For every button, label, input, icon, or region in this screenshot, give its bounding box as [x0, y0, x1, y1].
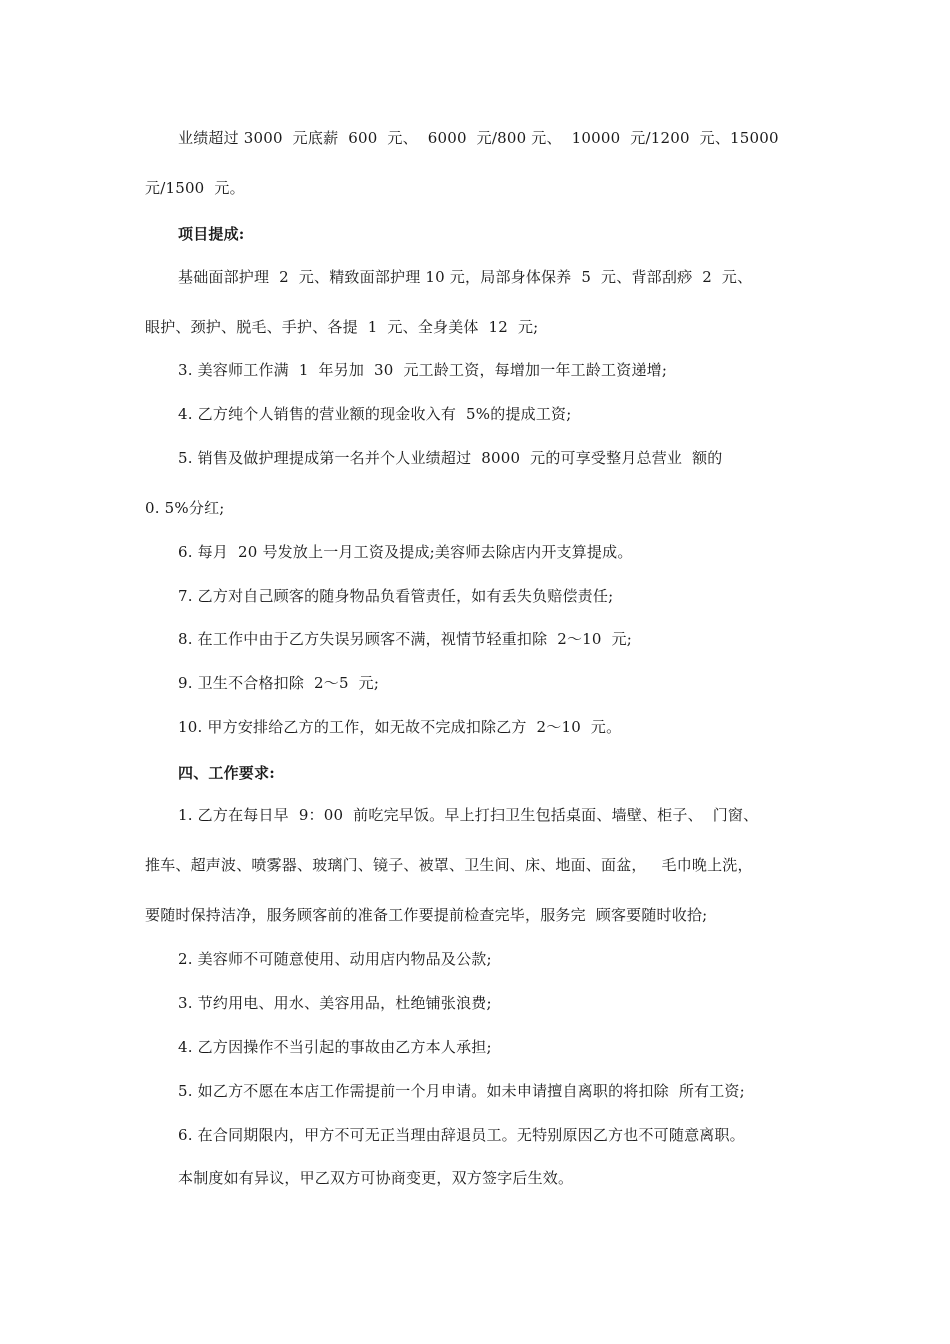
rule-3: 3. 美容师工作满 1 年另加 30 元工龄工资，每增加一年工龄工资递增;: [178, 361, 668, 379]
rule-5-line-1: 5. 销售及做护理提成第一名并个人业绩超过 8000 元的可享受整月总营业 额的: [178, 449, 723, 467]
rule-4: 4. 乙方纯个人销售的营业额的现金收入有 5%的提成工资;: [178, 405, 572, 423]
requirement-5: 5. 如乙方不愿在本店工作需提前一个月申请。如未申请擅自离职的将扣除 所有工资;: [178, 1082, 745, 1100]
rule-5-line-2: 0. 5%分红;: [145, 499, 225, 517]
requirement-3: 3. 节约用电、用水、美容用品，杜绝铺张浪费;: [178, 994, 492, 1012]
rule-9: 9. 卫生不合格扣除 2～5 元;: [178, 674, 380, 692]
salary-line-2: 元/1500 元。: [145, 179, 245, 197]
requirement-6: 6. 在合同期限内，甲方不可无正当理由辞退员工。无特别原因乙方也不可随意离职。: [178, 1126, 745, 1144]
rule-10: 10. 甲方安排给乙方的工作，如无故不完成扣除乙方 2～10 元。: [178, 718, 622, 736]
rule-8: 8. 在工作中由于乙方失误另顾客不满，视情节轻重扣除 2～10 元;: [178, 630, 633, 648]
rule-7: 7. 乙方对自己顾客的随身物品负看管责任，如有丢失负赔偿责任;: [178, 587, 614, 605]
requirement-1-line-1: 1. 乙方在每日早 9：00 前吃完早饭。早上打扫卫生包括桌面、墙壁、柜子、 门窗、: [178, 806, 759, 824]
requirement-1-line-3: 要随时保持洁净，服务顾客前的准备工作要提前检查完毕，服务完 顾客要随时收拾;: [145, 906, 708, 924]
project-line-2: 眼护、颈护、脱毛、手护、各提 1 元、全身美体 12 元;: [145, 318, 539, 336]
project-heading: 项目提成:: [178, 225, 245, 243]
rule-6: 6. 每月 20 号发放上一月工资及提成;美容师去除店内开支算提成。: [178, 543, 633, 561]
salary-line-1: 业绩超过 3000 元底薪 600 元、 6000 元/800 元、 10000 元/1200 元、15000: [178, 129, 779, 147]
closing-statement: 本制度如有异议，甲乙双方可协商变更，双方签字后生效。: [178, 1169, 574, 1187]
requirement-4: 4. 乙方因操作不当引起的事故由乙方本人承担;: [178, 1038, 492, 1056]
project-line-1: 基础面部护理 2 元、精致面部护理 10 元，局部身体保养 5 元、背部刮痧 2 元、: [178, 268, 753, 286]
requirement-2: 2. 美容师不可随意使用、动用店内物品及公款;: [178, 950, 492, 968]
requirement-1-line-2: 推车、超声波、喷雾器、玻璃门、镜子、被罩、卫生间、床、地面、面盆， 毛巾晚上洗，: [145, 856, 753, 874]
requirements-heading: 四、工作要求:: [178, 764, 275, 782]
